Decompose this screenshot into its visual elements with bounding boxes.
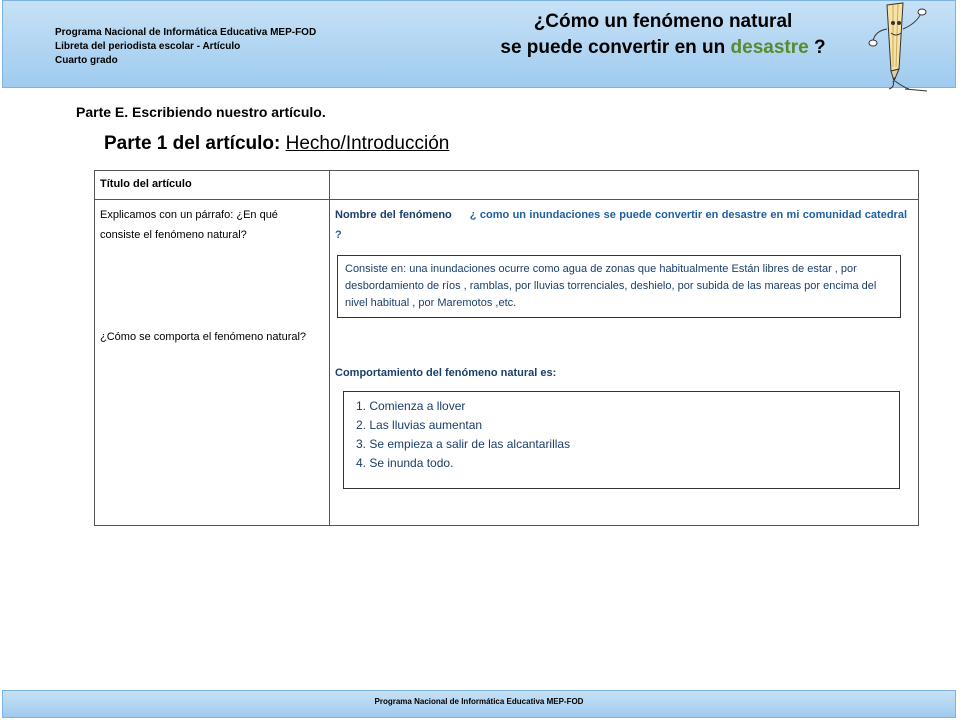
behavior-steps-box xyxy=(343,391,900,489)
consists-text-box: Consiste en: una inundaciones ocurre como agua de zonas que habitualmente Están libres de estar , por desbordamiento de ríos , ramblas, por lluvias torrenciales, deshielo, por subida de las mareas por encima del nivel habitual , por Maremotos ,etc. xyxy=(337,255,901,318)
list-item: 3. Se empieza a salir de las alcantarillas xyxy=(356,437,571,451)
question-behavior: ¿Cómo se comporta el fenómeno natural? xyxy=(100,331,307,343)
behavior-label: Comportamiento del fenómeno natural es: xyxy=(335,367,557,379)
program-name: Programa Nacional de Informática Educativa MEP-FOD xyxy=(55,27,317,38)
notebook-name: Libreta del periodista escolar - Artículo xyxy=(55,41,241,52)
grade-label: Cuarto grado xyxy=(55,55,118,66)
pencil-character-icon xyxy=(865,1,935,93)
list-item: 2. Las lluvias aumentan xyxy=(356,418,483,432)
article-title-label: Título del artículo xyxy=(100,178,192,190)
phenomenon-name-value: ¿ como un inundaciones se puede convertir en desastre en mi comunidad catedral ? xyxy=(335,209,907,241)
table-row-divider xyxy=(95,199,918,200)
list-item: 4. Se inunda todo. xyxy=(356,456,454,470)
footer-banner: Programa Nacional de Informática Educativa MEP-FOD xyxy=(2,690,956,718)
phenomenon-name-label: Nombre del fenómeno xyxy=(335,209,452,221)
title-line-2-after: ? xyxy=(808,37,826,58)
article-table xyxy=(94,170,919,526)
title-line-2 xyxy=(383,35,943,61)
part-title-value: Hecho/Introducción xyxy=(285,133,450,154)
phenomenon-name-line xyxy=(335,205,907,245)
question-consists: Explicamos con un párrafo: ¿En qué consiste el fenómeno natural? xyxy=(100,209,278,241)
list-item: 1. Comienza a llover xyxy=(356,399,466,413)
page-title xyxy=(383,9,943,61)
section-heading: Parte E. Escribiendo nuestro artículo. xyxy=(76,104,326,120)
header-info xyxy=(55,26,316,68)
part-title-label: Parte 1 del artículo: xyxy=(104,133,281,154)
title-highlight: desastre xyxy=(730,37,809,58)
behavior-steps-list xyxy=(356,397,887,473)
part-title xyxy=(104,133,449,155)
title-line-2-before: se puede convertir en un xyxy=(500,37,731,58)
title-line-1: ¿Cómo un fenómeno natural xyxy=(533,11,793,32)
table-column-divider xyxy=(329,171,330,525)
header-banner xyxy=(2,0,956,88)
